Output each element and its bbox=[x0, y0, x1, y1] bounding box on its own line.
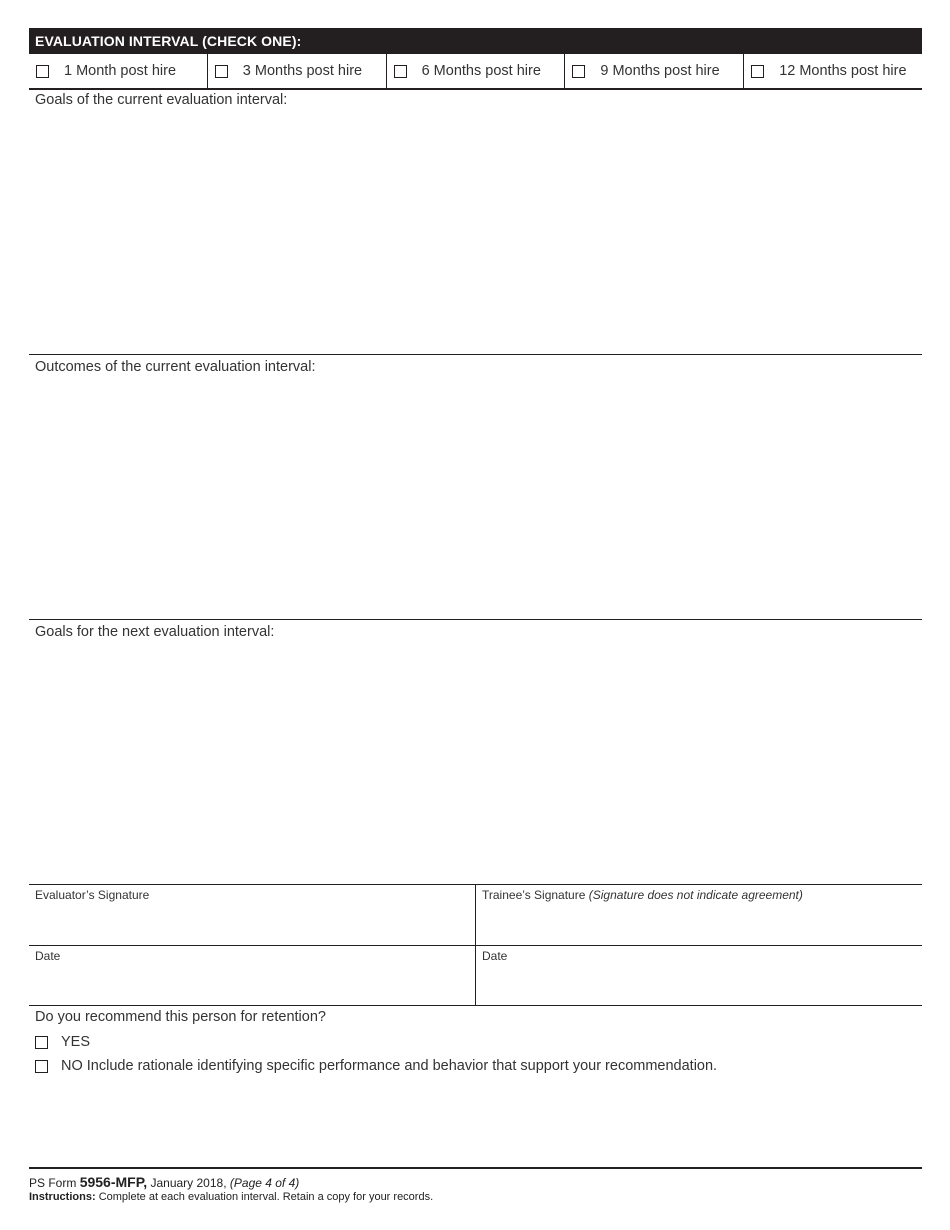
checkbox-9-months[interactable] bbox=[572, 65, 585, 78]
checkbox-12-months[interactable] bbox=[751, 65, 764, 78]
interval-label: 3 Months post hire bbox=[242, 63, 363, 79]
retention-question: Do you recommend this person for retention? bbox=[35, 1009, 326, 1025]
checkbox-yes[interactable] bbox=[35, 1036, 48, 1049]
interval-options-row bbox=[29, 54, 922, 90]
evaluator-signature-field[interactable] bbox=[29, 885, 476, 946]
yes-label: YES bbox=[61, 1034, 91, 1050]
trainee-date-label: Date bbox=[482, 949, 508, 963]
form-date: January 2018, bbox=[150, 1176, 227, 1190]
evaluator-signature-label: Evaluator’s Signature bbox=[35, 888, 150, 902]
footer-divider bbox=[29, 1167, 922, 1169]
checkbox-1-month[interactable] bbox=[36, 65, 49, 78]
goals-next-label: Goals for the next evaluation interval: bbox=[35, 624, 275, 640]
form-identifier bbox=[29, 1174, 299, 1190]
signature-table bbox=[29, 884, 922, 1006]
checkbox-3-months[interactable] bbox=[215, 65, 228, 78]
interval-option-9-months[interactable] bbox=[564, 54, 743, 88]
interval-label: 9 Months post hire bbox=[600, 63, 720, 79]
trainee-signature-field[interactable] bbox=[476, 885, 922, 946]
interval-option-3-months[interactable] bbox=[207, 54, 386, 88]
interval-label: 6 Months post hire bbox=[421, 63, 541, 79]
evaluation-interval-header bbox=[29, 28, 922, 54]
goals-current-label: Goals of the current evaluation interval: bbox=[35, 92, 288, 108]
form-instructions bbox=[29, 1191, 433, 1203]
goals-next-field[interactable] bbox=[29, 620, 922, 884]
interval-option-6-months[interactable] bbox=[386, 54, 565, 88]
trainee-signature-label bbox=[482, 888, 803, 902]
interval-label: 12 Months post hire bbox=[779, 63, 907, 79]
evaluator-date-label: Date bbox=[35, 949, 61, 963]
form-prefix: PS Form bbox=[29, 1176, 77, 1190]
no-label: NO Include rationale identifying specific performance and behavior that support your recommendation. bbox=[61, 1058, 718, 1074]
evaluator-date-field[interactable] bbox=[29, 946, 476, 1006]
outcomes-current-label: Outcomes of the current evaluation interval: bbox=[35, 359, 316, 375]
outcomes-current-field[interactable] bbox=[29, 355, 922, 620]
retention-no-option[interactable] bbox=[35, 1058, 717, 1074]
goals-current-field[interactable] bbox=[29, 88, 922, 355]
form-number: 5956-MFP, bbox=[79, 1174, 148, 1190]
interval-option-1-month[interactable] bbox=[29, 54, 207, 88]
checkbox-no[interactable] bbox=[35, 1060, 48, 1073]
interval-label: 1 Month post hire bbox=[64, 63, 177, 79]
retention-yes-option[interactable] bbox=[35, 1034, 90, 1050]
trainee-signature-note: (Signature does not indicate agreement) bbox=[588, 888, 803, 902]
instructions-text: Complete at each evaluation interval. Retain a copy for your records. bbox=[98, 1191, 434, 1203]
page-info: (Page 4 of 4) bbox=[229, 1176, 300, 1190]
header-title: EVALUATION INTERVAL (CHECK ONE): bbox=[35, 33, 302, 49]
instructions-label: Instructions: bbox=[29, 1191, 96, 1203]
trainee-signature-text: Trainee’s Signature bbox=[482, 888, 586, 902]
interval-option-12-months[interactable] bbox=[743, 54, 922, 88]
checkbox-6-months[interactable] bbox=[394, 65, 407, 78]
trainee-date-field[interactable] bbox=[476, 946, 922, 1006]
